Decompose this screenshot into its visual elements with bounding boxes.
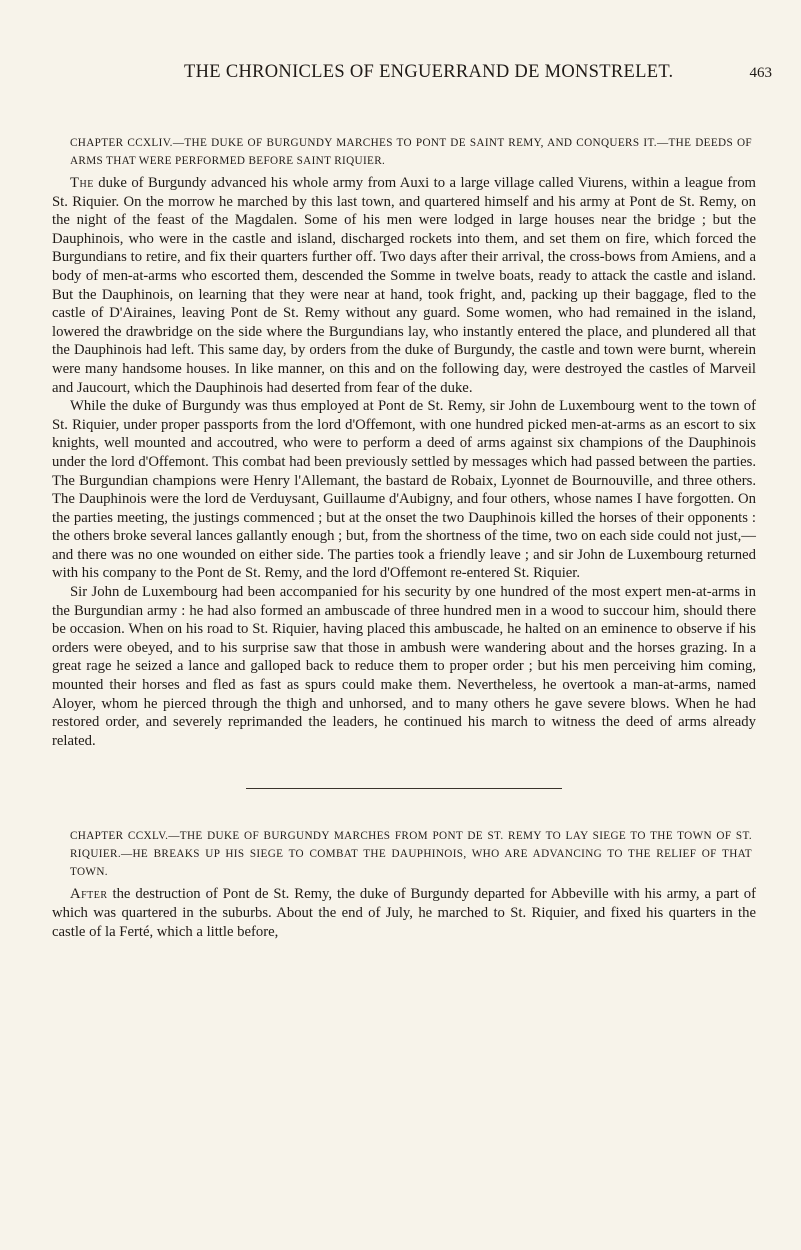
running-head <box>68 62 772 83</box>
chapter-heading: CHAPTER CCXLV.—THE DUKE OF BURGUNDY MARCHES FROM PONT DE ST. REMY TO LAY SIEGE TO THE TOWN OF ST. RIQUIER.—HE BREAKS UP HIS SIEGE TO COMBAT THE DAUPHINOIS, WHO ARE ADVANCING TO THE RELIEF OF THAT TOWN. <box>70 830 752 879</box>
chapter-heading: CHAPTER CCXLIV.—THE DUKE OF BURGUNDY MARCHES TO PONT DE SAINT REMY, AND CONQUERS IT.—THE DEEDS OF ARMS THAT WERE PERFORMED BEFORE SAINT RIQUIER. <box>70 137 752 167</box>
paragraph-text: duke of Burgundy advanced his whole army from Auxi to a large village called Viurens, within a league from St. Riquier. On the morrow he marched by this last town, and quartered himself and his army at Pont de St. Remy, on the night of the feast of the Magdalen. Some of his men were lodged in large houses near the bridge ; but the Dauphinois, who were in the castle and island, discharged rockets into them, and set them on fire, which forced the Burgundians to retire, and fix their quarters further off. Two days after their arrival, the cross-bows from Amiens, and a body of men-at-arms who escorted them, descended the Somme in twelve boats, ready to attack the castle and island. But the Dauphinois, on learning that they were near at hand, took fright, and, packing up their baggage, fled to the castle of D'Airaines, leaving Pont de St. Remy without any guard. Some women, who had remained in the island, lowered the drawbridge on the side where the Burgundians lay, who instantly entered the place, and plundered all that the Dauphinois had left. This same day, by orders from the duke of Burgundy, the castle and town were burnt, wherein were many handsome houses. In like manner, on this and on the following day, were destroyed the castles of Marveil and Jaucourt, which the Dauphinois had deserted from fear of the duke. <box>52 175 756 396</box>
paragraph <box>52 885 756 941</box>
section-divider <box>246 788 562 789</box>
body-text <box>52 134 756 941</box>
paragraph-text: the destruction of Pont de St. Remy, the duke of Burgundy departed for Abbeville with his army, a part of which was quartered in the suburbs. About the end of July, he marched to St. Riquier, and fixed his quarters in the castle of la Ferté, which a little before, <box>52 886 756 940</box>
lead-word: The <box>70 175 94 191</box>
lead-word: After <box>70 886 108 903</box>
paragraph: While the duke of Burgundy was thus employed at Pont de St. Remy, sir John de Luxembourg went to the town of St. Riquier, under proper passports from the lord d'Offemont, with one hundred picked men-at-arms as an escort to six knights, well mounted and accoutred, who were to perform a deed of arms against six champions of the Dauphinois under the lord d'Offemont. This combat had been previously settled by messages which had passed between the parties. The Burgundian champions were Henry l'Allemant, the bastard de Robaix, Lyonnet de Bournouville, and three others. The Dauphinois were the lord de Verduysant, Guillaume d'Aubigny, and four others, whose names I have forgotten. On the parties meeting, the justings commenced ; but at the onset the two Dauphinois killed the horses of their opponents : the others broke several lances gallantly enough ; but, from the shortness of the time, two on each side could not just,—and there was no one wounded on either side. The parties took a friendly leave ; and sir John de Luxembourg returned with his company to the Pont de St. Remy, and the lord d'Offemont re-entered St. Riquier. <box>52 398 756 582</box>
page-number: 463 <box>749 65 772 81</box>
running-title: THE CHRONICLES OF ENGUERRAND DE MONSTRELET. <box>184 62 674 82</box>
paragraph: Sir John de Luxembourg had been accompanied for his security by one hundred of the most expert men-at-arms in the Burgundian army : he had also formed an ambuscade of three hundred men in a wood to succour him, should there be occasion. When on his road to St. Riquier, having placed this ambuscade, he halted on an eminence to observe if his orders were obeyed, and to his surprise saw that those in ambush were wandering about and the horses grazing. In a great rage he seized a lance and galloped back to reduce them to proper order ; but his men perceiving him coming, mounted their horses and fled as fast as spurs could make them. Nevertheless, he overtook a man-at-arms, named Aloyer, whom he pierced through the thigh and unhorsed, and to many others he gave severe blows. When he had restored order, and severely reprimanded the leaders, he continued his march to witness the deed of arms already related. <box>52 584 756 749</box>
paragraph <box>52 174 756 397</box>
